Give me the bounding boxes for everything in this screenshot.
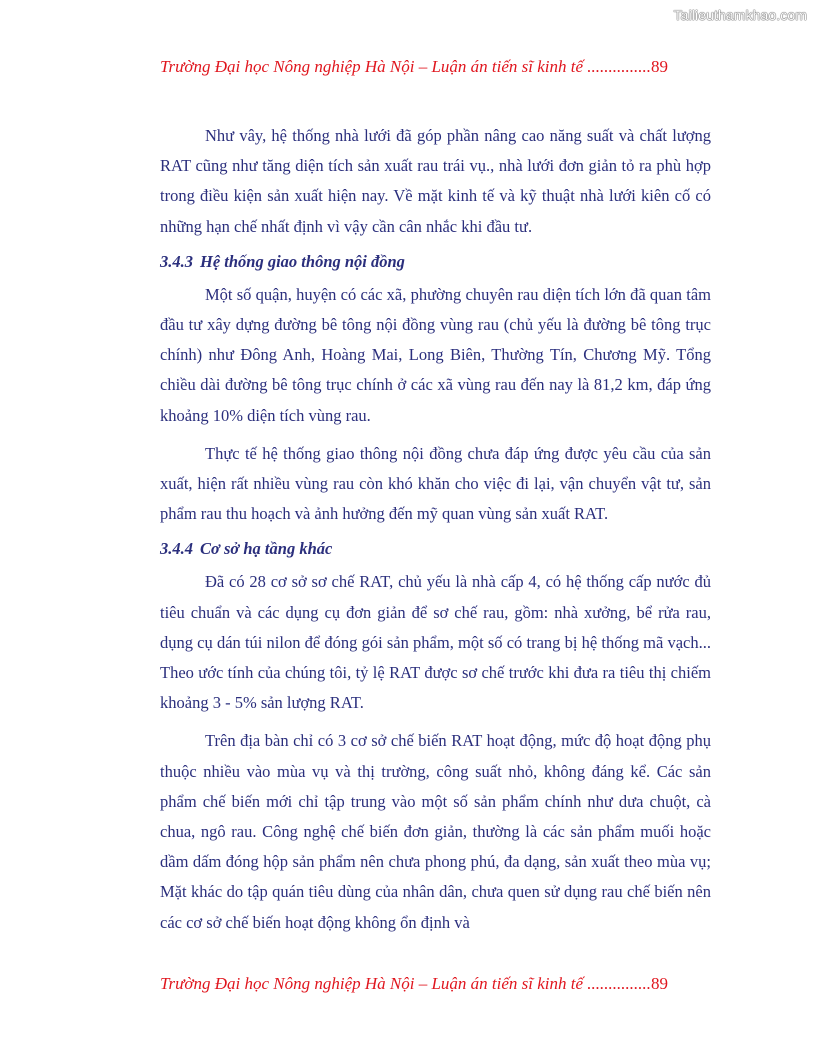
paragraph: Như vây, hệ thống nhà lưới đã góp phần nâng cao năng suất và chất lượng RAT cũng như tăng diện tích sản xuất rau trái vụ., nhà lưới đơn giản tỏ ra phù hợp trong điều kiện sản xuất hiện nay. Về mặt kinh tế và kỹ thuật nhà lưới kiên cố có những hạn chế nhất định vì vậy cần cân nhắc khi đầu tư.: [160, 126, 711, 236]
document-body: [160, 121, 711, 946]
watermark: Tailieuthamkhao.com: [673, 7, 807, 23]
page-number: 89: [651, 974, 669, 993]
running-header: [160, 57, 720, 77]
running-footer: [160, 974, 720, 994]
running-footer-text: Trường Đại học Nông nghiệp Hà Nội – Luận án tiến sĩ kinh tế ...............: [160, 974, 652, 993]
section-heading: [160, 537, 711, 561]
section-heading: [160, 250, 711, 274]
section-number: 3.4.3: [160, 251, 193, 271]
paragraph: Thực tế hệ thống giao thông nội đồng chưa đáp ứng được yêu cầu của sản xuất, hiện rất nhiều vùng rau còn khó khăn cho việc đi lại, vận chuyển vật tư, sản phẩm rau thu hoạch và ảnh hưởng đến mỹ quan vùng sản xuất RAT.: [160, 443, 711, 524]
running-header-text: Trường Đại học Nông nghiệp Hà Nội – Luận án tiến sĩ kinh tế ...............: [160, 57, 652, 76]
section-title: Cơ sở hạ tầng khác: [200, 539, 333, 559]
paragraph: Đã có 28 cơ sở sơ chế RAT, chủ yếu là nhà cấp 4, có hệ thống cấp nước đủ tiêu chuẩn và các dụng cụ đơn giản để sơ chế rau, gồm: nhà xưởng, bể rửa rau, dụng cụ dán túi nilon để đóng gói sản phẩm, một số có trang bị hệ thống mã vạch... Theo ước tính của chúng tôi, tỷ lệ RAT được sơ chế trước khi đưa ra tiêu thị chiếm khoảng 3 - 5% sản lượng RAT.: [160, 572, 711, 713]
section-number: 3.4.4: [160, 539, 193, 559]
section-title: Hệ thống giao thông nội đồng: [200, 251, 405, 271]
page-number: 89: [651, 57, 669, 76]
paragraph: Trên địa bàn chỉ có 3 cơ sở chế biến RAT hoạt động, mức độ hoạt động phụ thuộc nhiều vào mùa vụ và thị trường, công suất nhỏ, không đáng kể. Các sản phẩm chế biến mới chỉ tập trung vào một số sản phẩm chính như dưa chuột, cà chua, ngô rau. Công nghệ chế biến đơn giản, thường là các sản phẩm muối hoặc dầm dấm đóng hộp sản phẩm nên chưa phong phú, đa dạng, sản xuất theo mùa vụ; Mặt khác do tập quán tiêu dùng của nhân dân, chưa quen sử dụng rau chế biến nên các cơ sở chế biến hoạt động không ổn định và: [160, 731, 711, 932]
paragraph: Một số quận, huyện có các xã, phường chuyên rau diện tích lớn đã quan tâm đầu tư xây dựng đường bê tông nội đồng vùng rau (chủ yếu là đường bê tông trục chính) như Đông Anh, Hoàng Mai, Long Biên, Thường Tín, Chương Mỹ. Tổng chiều dài đường bê tông trục chính ở các xã vùng rau đến nay là 81,2 km, đáp ứng khoảng 10% diện tích vùng rau.: [160, 284, 711, 425]
